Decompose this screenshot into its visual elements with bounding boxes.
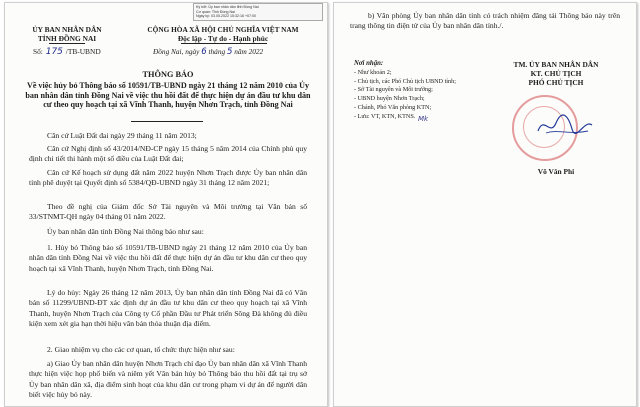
signer-name: Võ Văn Phi [537, 167, 575, 176]
legal-basis-land-law: Căn cứ Luật Đất đai ngày 29 tháng 11 năm 2013; [47, 131, 197, 140]
item-1-cancellation: 1. Hủy bỏ Thông báo số 10591/TB-UBND ngày 21 tháng 12 năm 2010 của Ủy ban nhân dân tỉnh Đồng Nai về việc thu hồi đất để thực hiện dự án đầu tư khu dân cư theo quy hoạch tại xã Vĩnh Thanh, huyện Nhơn Trạch, tỉnh Đồng Nai. [29, 243, 307, 273]
signature-signer: Ký bởi: Ủy ban nhân dân tỉnh Đồng Nai [196, 5, 259, 9]
org-province: TỈNH ĐỒNG NAI [37, 34, 97, 43]
signature-org: TM. ỦY BAN NHÂN DÂN [513, 60, 599, 69]
signature-timestamp: Ngày ký: 03.05.2022 15:32:16 +07:00 [196, 14, 257, 18]
item-2a-district-task: a) Giao Ủy ban nhân dân huyện Nhơn Trạch chỉ đạo Ủy ban nhân dân xã Vĩnh Thanh thực hiện việc họp phổ biến và niêm yết Văn bản hủy bỏ Thông báo thu hồi đất tại trụ sở Ủy ban nhân dân xã, địa điểm sinh hoạt của khu dân cư trong phạm vi dự án để người dân biết việc hủy bỏ này. [29, 359, 307, 399]
document-number [33, 47, 101, 57]
date-middle: tháng [208, 47, 226, 56]
subject-underline [131, 121, 203, 122]
cancellation-reason: Lý do hủy: Ngày 26 tháng 12 năm 2013, Ủy ban nhân dân tỉnh Đồng Nai đã có Văn bản số 11299/UBND-ĐT xác định dự án đầu tư khu dân cư theo quy hoạch tại xã Vĩnh Thanh, huyện Nhơn Trạch của Công ty Cổ phần Đầu tư Phát triển Sông Đà không đủ điều kiện xem xét gia hạn thời hiệu văn bản thỏa thuận địa điểm. [29, 288, 307, 328]
signature-role: KT. CHỦ TỊCH [530, 69, 582, 78]
recipient-item: - Như khoản 2; [354, 68, 392, 76]
recipient-item: - Chánh, Phó Văn phòng KTN; [354, 103, 432, 111]
handwritten-signature [534, 111, 596, 139]
nation-title: CỘNG HÒA XÃ HỘI CHỦ NGHĨA VIỆT NAM [147, 25, 299, 34]
date-prefix: Đồng Nai, ngày [153, 47, 200, 56]
org-underline [49, 43, 85, 44]
legal-basis-land-plan: Căn cứ Kế hoạch sử dụng đất năm 2022 huyện Nhơn Trạch được Ủy ban nhân dân tỉnh phê duyệt tại Quyết định số 5384/QĐ-UBND ngày 31 tháng 12 năm 2021; [29, 168, 307, 188]
recipient-item: - UBND huyện Nhơn Trạch; [354, 95, 425, 103]
digital-signature-box [193, 3, 323, 21]
date-day: 6 [201, 47, 207, 57]
legal-basis-decree: Căn cứ Nghị định số 43/2014/NĐ-CP ngày 15 tháng 5 năm 2014 của Chính phủ quy định chi tiết thi hành một số điều của Luật Đất đai; [29, 144, 307, 164]
date-suffix: năm 2022 [234, 47, 264, 56]
handwritten-initials: Mk [418, 115, 429, 123]
recipients-heading: Nơi nhận: [354, 60, 384, 67]
recipients-list [354, 60, 474, 122]
nation-motto: Độc lập - Tự do - Hạnh phúc [177, 34, 269, 43]
announcement-intro: Ủy ban nhân dân tỉnh Đồng Nai thông báo như sau: [47, 227, 204, 236]
number-suffix: /TB-UBND [65, 47, 101, 56]
document-date [153, 47, 263, 57]
signature-agency: Cơ quan: Tỉnh Đồng Nai [196, 9, 235, 14]
number-prefix: Số: [33, 47, 43, 56]
item-2-assignment: 2. Giao nhiệm vụ cho các cơ quan, tổ chức thực hiện như sau: [47, 345, 235, 354]
document-page-2 [333, 2, 637, 407]
proposal-basis: Theo đề nghị của Giám đốc Sở Tài nguyên và Môi trường tại Văn bản số 33/STNMT-QH ngày 04 tháng 01 năm 2022. [29, 202, 307, 222]
item-2b-office-task: b) Văn phòng Ủy ban nhân dân tỉnh có trách nhiệm đăng tải Thông báo này trên trang thông tin điện tử của Ủy ban nhân dân tỉnh./. [350, 11, 620, 31]
recipient-item: - Sở Tài nguyên và Môi trường; [354, 86, 433, 94]
document-heading: THÔNG BÁO [142, 70, 194, 79]
signature-title: PHÓ CHỦ TỊCH [528, 78, 584, 87]
date-month: 5 [226, 47, 233, 57]
org-name: ỦY BAN NHÂN DÂN [32, 25, 102, 34]
number-handwritten: 175 [45, 47, 63, 57]
recipient-item: - Lưu: VT, KTN, KTNS. [354, 112, 416, 120]
motto-underline [181, 43, 267, 44]
document-subject: Về việc hủy bỏ Thông báo số 10591/TB-UBND ngày 21 tháng 12 năm 2010 của Ủy ban nhân dân tỉnh Đồng Nai về việc thu hồi đất để thực hiện dự án đầu tư khu dân cư theo quy hoạch tại xã Vĩnh Thanh, huyện Nhơn Trạch, tỉnh Đồng Nai [25, 81, 311, 109]
document-page-1 [4, 2, 328, 407]
recipient-item: - Chủ tịch, các Phó Chủ tịch UBND tỉnh; [354, 77, 456, 85]
